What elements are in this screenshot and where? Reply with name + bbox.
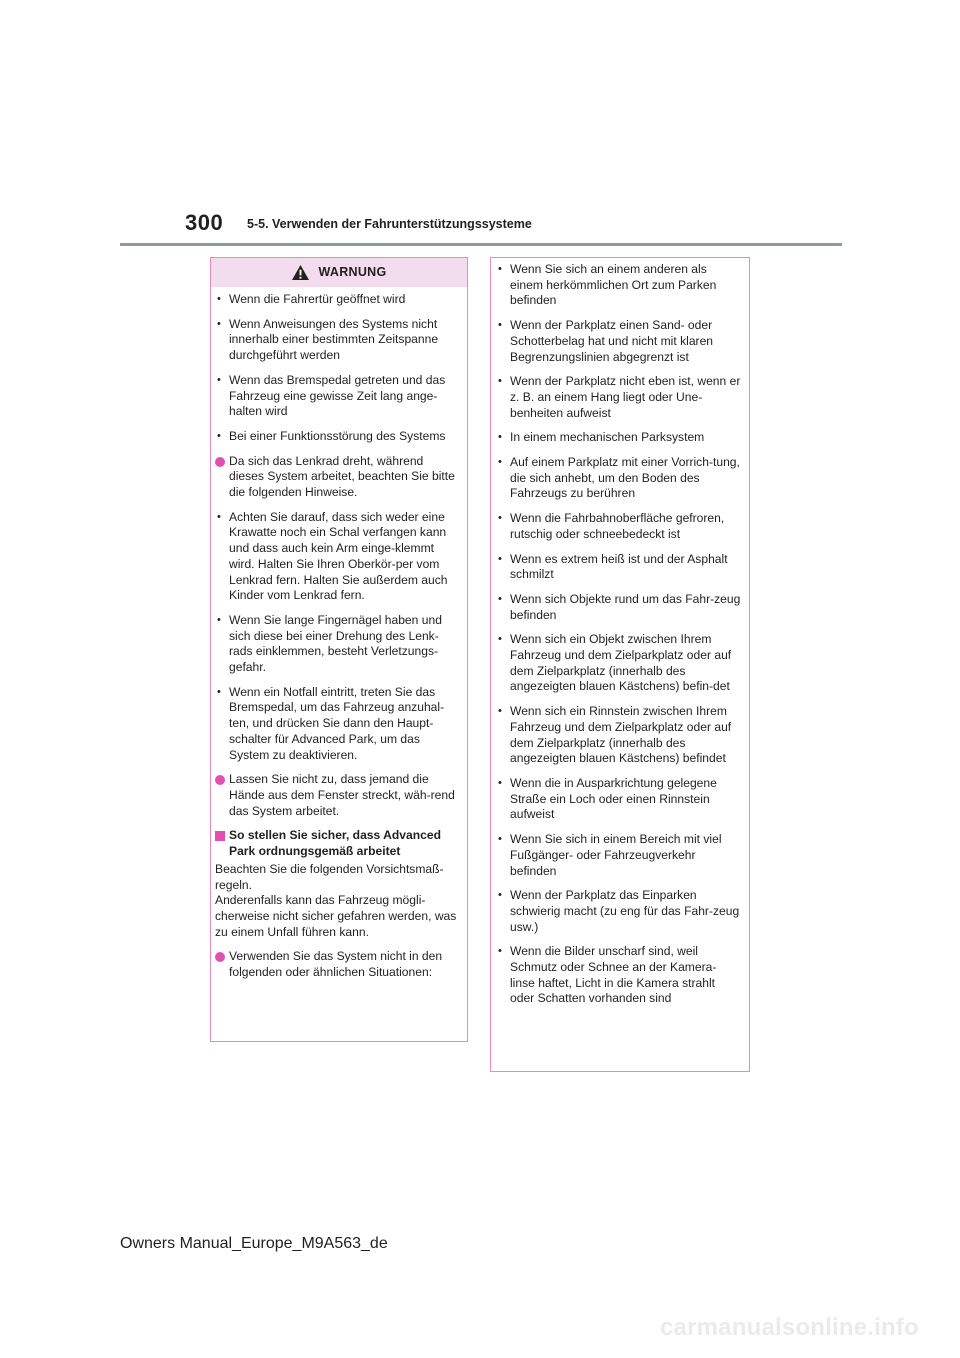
situation-item: • Wenn der Parkplatz das Einparken schwierig macht (zu eng für das Fahr-zeug usw.) [496, 888, 741, 935]
situation-item: • Wenn der Parkplatz nicht eben ist, wenn er z. B. an einem Hang liegt oder Une-benheiten aufweist [496, 374, 741, 421]
subheading-text: So stellen Sie sicher, dass Advanced Park ordnungsgemäß arbeitet [229, 828, 441, 859]
warning-item: • Bei einer Funktionsstörung des Systems [215, 429, 459, 445]
circle-bullet-icon [215, 775, 225, 785]
situation-item: • Wenn es extrem heiß ist und der Asphalt schmilzt [496, 552, 741, 583]
situation-item: • In einem mechanischen Parksystem [496, 430, 741, 446]
situation-item: • Wenn der Parkplatz einen Sand- oder Schotterbelag hat und nicht mit klaren Begrenzungslinien abgegrenzt ist [496, 318, 741, 365]
situations-box [490, 257, 750, 1072]
page-number: 300 [185, 210, 224, 235]
warning-title: WARNUNG [318, 265, 387, 280]
paragraph: Anderenfalls kann das Fahrzeug mögli-cherweise nicht sicher gefahren werden, was zu einem Unfall führen kann. [215, 893, 457, 939]
warning-content [211, 287, 467, 981]
warning-item: • Wenn das Bremspedal getreten und das Fahrzeug eine gewisse Zeit lang ange-halten wird [215, 373, 459, 420]
header-divider [120, 243, 842, 246]
circle-bullet-item [215, 772, 459, 819]
situation-item: • Wenn Sie sich in einem Bereich mit viel Fußgänger- oder Fahrzeugverkehr befinden [496, 832, 741, 879]
circle-bullet-icon [215, 952, 225, 962]
situation-item: • Auf einem Parkplatz mit einer Vorrich-tung, die sich anhebt, um den Boden des Fahrzeugs zu berühren [496, 455, 741, 502]
warning-item: • Wenn ein Notfall eintritt, treten Sie das Bremspedal, um das Fahrzeug anzuhal-ten, und drücken Sie dann den Haupt-schalter für Advanced Park, um das System zu deaktivieren. [215, 685, 459, 764]
watermark: carmanualsonline.info [660, 1314, 919, 1341]
section-title: 5-5. Verwenden der Fahrunterstützungssysteme [247, 217, 532, 231]
situation-item: • Wenn sich ein Rinnstein zwischen Ihrem Fahrzeug und dem Zielparkplatz oder auf dem Zielparkplatz (innerhalb des angezeigten blauen Kästchens) befindet [496, 704, 741, 767]
warning-header [211, 258, 467, 287]
paragraph: Beachten Sie die folgenden Vorsichtsmaß-regeln. [215, 861, 444, 892]
situation-item: • Wenn die Fahrbahnoberfläche gefroren, rutschig oder schneebedeckt ist [496, 511, 741, 542]
circle-bullet-item [215, 454, 459, 501]
circle-bullet-text: Verwenden Sie das System nicht in den folgenden oder ähnlichen Situationen: [229, 949, 443, 980]
circle-bullet-text: Lassen Sie nicht zu, dass jemand die Hände aus dem Fenster streckt, wäh-rend das System arbeitet. [229, 772, 455, 818]
circle-bullet-text: Da sich das Lenkrad dreht, während dieses System arbeitet, beachten Sie bitte die folgenden Hinweise. [229, 453, 455, 500]
situation-item: • Wenn Sie sich an einem anderen als einem herkömmlichen Ort zum Parken befinden [496, 262, 741, 309]
situation-item: • Wenn die in Ausparkrichtung gelegene Straße ein Loch oder einen Rinnstein aufweist [496, 776, 741, 823]
situation-item: • Wenn sich Objekte rund um das Fahr-zeug befinden [496, 592, 741, 623]
subheading [215, 828, 459, 859]
circle-bullet-icon [215, 457, 225, 467]
situation-item: • Wenn die Bilder unscharf sind, weil Schmutz oder Schnee an der Kamera-linse haftet, Licht in die Kamera strahlt oder Schatten vorhanden sind [496, 944, 741, 1007]
situation-item: • Wenn sich ein Objekt zwischen Ihrem Fahrzeug und dem Zielparkplatz oder auf dem Zielparkplatz (innerhalb des angezeigten blauen Kästchens) befin-det [496, 632, 741, 695]
warning-item: • Wenn Sie lange Fingernägel haben und sich diese bei einer Drehung des Lenk-rads einklemmen, besteht Verletzungs-gefahr. [215, 613, 459, 676]
warning-box [210, 257, 468, 1042]
warning-item: • Achten Sie darauf, dass sich weder eine Krawatte noch ein Schal verfangen kann und dass auch kein Arm einge-klemmt wird. Halten Sie Ihren Oberkör-per vom Lenkrad fern. Halten Sie außerdem auch Kinder vom Lenkrad fern. [215, 510, 459, 604]
circle-bullet-item [215, 949, 459, 980]
square-bullet-icon [215, 831, 225, 841]
warning-item: • Wenn die Fahrertür geöffnet wird [215, 292, 459, 308]
warning-triangle-icon [291, 264, 310, 281]
warning-item: • Wenn Anweisungen des Systems nicht innerhalb einer bestimmten Zeitspanne durchgeführt werden [215, 317, 459, 364]
manual-id: Owners Manual_Europe_M9A563_de [120, 1235, 388, 1252]
